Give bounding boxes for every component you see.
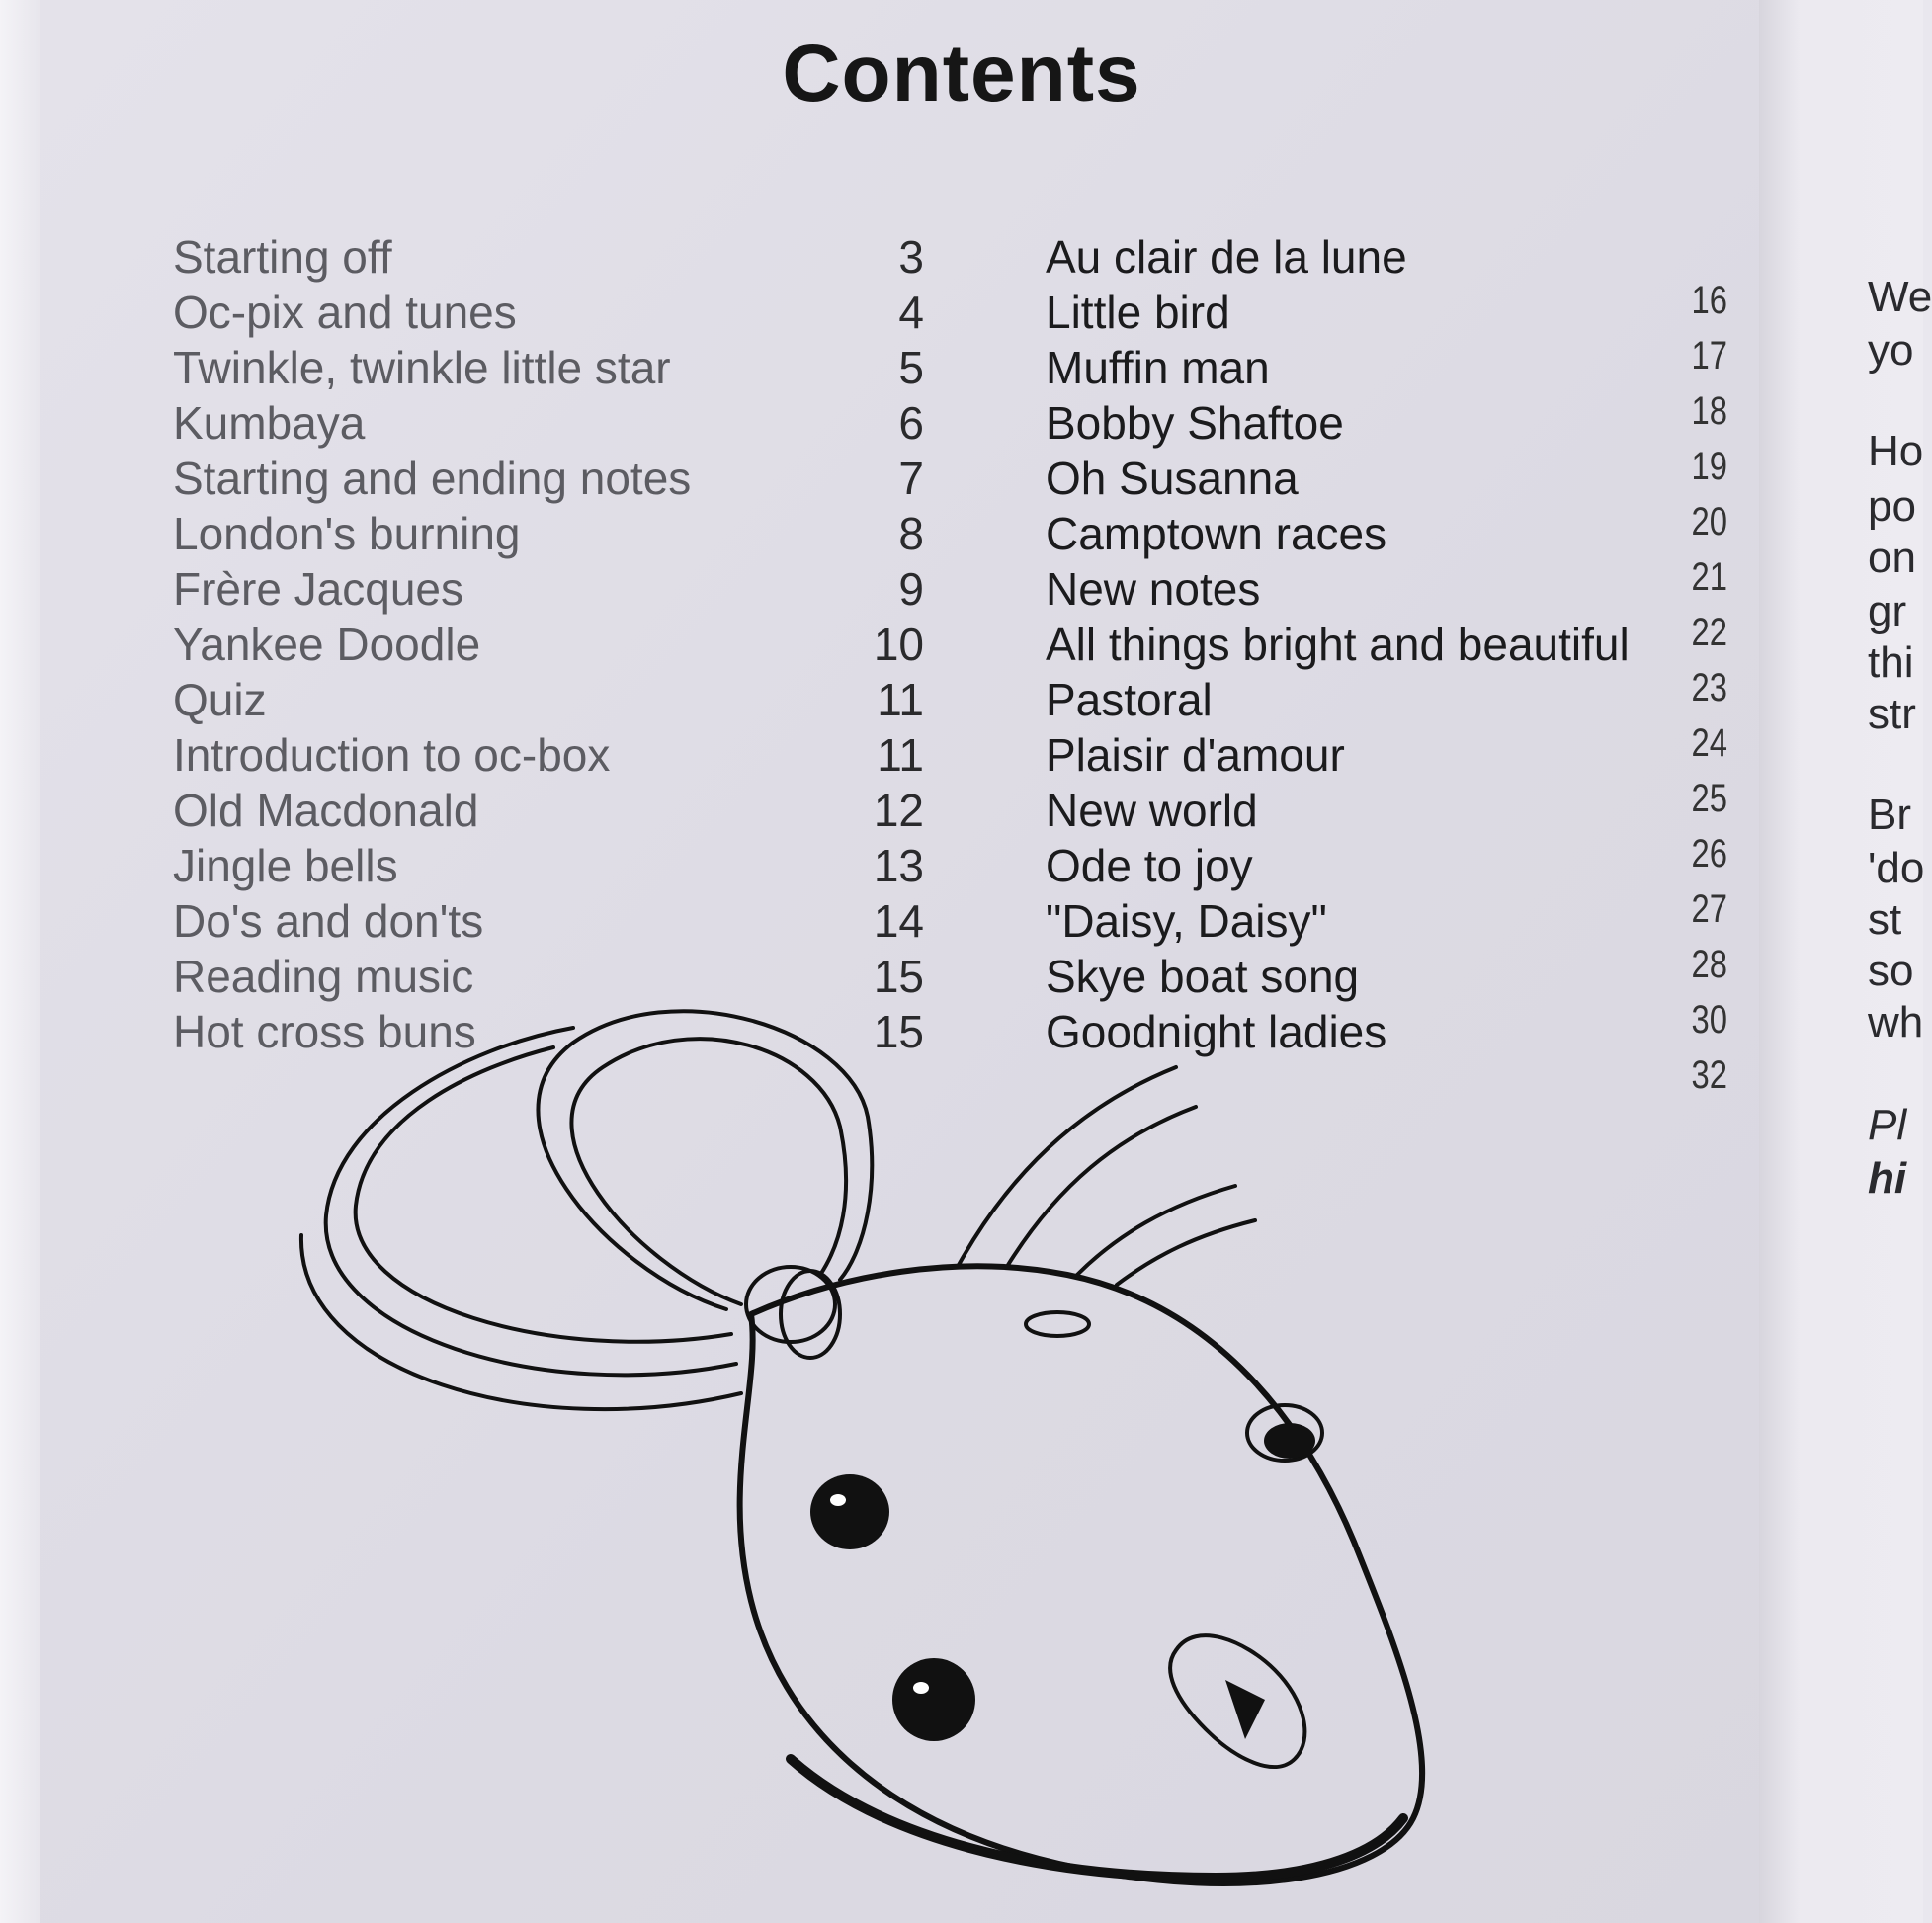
toc-entry-page: 22 xyxy=(1691,611,1727,654)
top-hole xyxy=(1026,1312,1089,1336)
toc-entry-page: 12 xyxy=(873,785,924,836)
adjacent-page-text: Br xyxy=(1868,791,1911,839)
toc-entry-title: Goodnight ladies xyxy=(1046,1006,1387,1057)
right-hole-fill xyxy=(1264,1423,1315,1459)
toc-entry[interactable] xyxy=(173,893,924,949)
cord-tail-2 xyxy=(326,1028,736,1375)
toc-entry[interactable] xyxy=(173,506,924,561)
toc-entry-title: Old Macdonald xyxy=(173,785,479,836)
adjacent-page-text: 'do xyxy=(1868,844,1925,892)
adjacent-page-text: Ho xyxy=(1868,427,1924,475)
strap-line-1 xyxy=(959,1067,1176,1265)
toc-entry-page: 5 xyxy=(898,342,924,393)
left-hole-glint xyxy=(830,1494,846,1506)
strap-line-2 xyxy=(1008,1107,1196,1265)
toc-entry-title: Quiz xyxy=(173,674,267,725)
adjacent-page-text: We xyxy=(1868,273,1932,321)
toc-entry-title: "Daisy, Daisy" xyxy=(1046,895,1327,947)
strap-line-4 xyxy=(1117,1220,1255,1285)
page-title: Contents xyxy=(782,29,1141,119)
adjacent-page-text: hi xyxy=(1868,1154,1907,1203)
adjacent-page-text: st xyxy=(1868,895,1902,944)
toc-entry-title: Skye boat song xyxy=(1046,951,1360,1002)
toc-entry[interactable] xyxy=(173,838,924,893)
toc-entry-page: 9 xyxy=(898,563,924,615)
toc-right-column xyxy=(1046,229,1727,1097)
cord-loop-inner xyxy=(538,1011,872,1309)
ocarina-rim xyxy=(791,1759,1403,1878)
toc-entry[interactable] xyxy=(173,561,924,617)
toc-entry-title: Au clair de la lune xyxy=(1046,231,1407,283)
toc-entry-title: Twinkle, twinkle little star xyxy=(173,342,671,393)
toc-entry-page: 26 xyxy=(1691,832,1727,876)
toc-entry-title: Frère Jacques xyxy=(173,563,464,615)
toc-entry-title: Bobby Shaftoe xyxy=(1046,397,1344,449)
toc-entry-page: 7 xyxy=(898,453,924,504)
toc-entry-title: Muffin man xyxy=(1046,342,1270,393)
toc-entry-title: Starting and ending notes xyxy=(173,453,692,504)
toc-entry-title: Reading music xyxy=(173,951,474,1002)
adjacent-page-edge xyxy=(1759,0,1932,1923)
adjacent-page-text: gr xyxy=(1868,587,1907,635)
toc-entry-page: 17 xyxy=(1691,334,1727,377)
toc-entry[interactable] xyxy=(173,451,924,506)
toc-entry-title: Starting off xyxy=(173,231,392,283)
toc-entry-title: London's burning xyxy=(173,508,521,559)
strap-line-3 xyxy=(1077,1186,1235,1275)
toc-entry-page: 11 xyxy=(877,729,924,781)
adjacent-page-text: thi xyxy=(1868,638,1914,687)
adjacent-page-text: on xyxy=(1868,534,1916,582)
toc-entry-page: 13 xyxy=(873,840,924,891)
toc-entry-page: 8 xyxy=(898,508,924,559)
toc-entry[interactable] xyxy=(173,617,924,672)
cord-tail-3 xyxy=(301,1235,741,1409)
toc-entry[interactable] xyxy=(173,340,924,395)
toc-entry-title: Camptown races xyxy=(1046,508,1387,559)
toc-entry[interactable] xyxy=(173,949,924,1004)
toc-entry-title: New notes xyxy=(1046,563,1261,615)
bottom-hole xyxy=(892,1658,975,1741)
toc-entry-page: 21 xyxy=(1691,555,1727,599)
toc-entry-page: 23 xyxy=(1691,666,1727,710)
mouthpiece-shade xyxy=(1225,1680,1265,1739)
cord-knot xyxy=(746,1267,835,1342)
toc-entry-page: 3 xyxy=(898,231,924,283)
toc-entry-page: 15 xyxy=(873,1006,924,1057)
toc-entry-page: 32 xyxy=(1691,1053,1727,1097)
toc-entry-page: 4 xyxy=(898,287,924,338)
toc-entry[interactable] xyxy=(173,727,924,783)
adjacent-page-text: str xyxy=(1868,690,1916,738)
toc-entry[interactable] xyxy=(173,229,924,285)
toc-entry[interactable] xyxy=(173,672,924,727)
toc-entry-page: 27 xyxy=(1691,887,1727,931)
toc-entry[interactable] xyxy=(173,395,924,451)
toc-entry-page: 24 xyxy=(1691,721,1727,765)
adjacent-page-text: po xyxy=(1868,482,1916,531)
toc-entry-page: 18 xyxy=(1691,389,1727,433)
toc-entry-page: 16 xyxy=(1691,279,1727,322)
toc-entry-page: 11 xyxy=(877,674,924,725)
toc-entry-title: Kumbaya xyxy=(173,397,366,449)
toc-entry-page: 20 xyxy=(1691,500,1727,543)
toc-entry[interactable] xyxy=(173,285,924,340)
toc-entry-title: Oh Susanna xyxy=(1046,453,1299,504)
toc-entry-page: 14 xyxy=(873,895,924,947)
toc-entry-page: 28 xyxy=(1691,943,1727,986)
toc-entry-title: All things bright and beautiful xyxy=(1046,619,1630,670)
toc-entry-page: 19 xyxy=(1691,445,1727,488)
bottom-hole-glint xyxy=(913,1682,929,1694)
adjacent-page-text: wh xyxy=(1868,998,1924,1046)
adjacent-page-text: so xyxy=(1868,947,1914,995)
toc-entry-title: New world xyxy=(1046,785,1258,836)
toc-entry-page: 25 xyxy=(1691,777,1727,820)
toc-entry-title: Oc-pix and tunes xyxy=(173,287,517,338)
left-hole xyxy=(810,1474,889,1549)
toc-entry-title: Little bird xyxy=(1046,287,1230,338)
toc-entry-title: Yankee Doodle xyxy=(173,619,481,670)
toc-entry-title: Do's and don'ts xyxy=(173,895,484,947)
adjacent-page-text: Pl xyxy=(1868,1101,1907,1149)
toc-entry-title: Ode to joy xyxy=(1046,840,1253,891)
toc-entry-page: 6 xyxy=(898,397,924,449)
toc-entry-title: Jingle bells xyxy=(173,840,398,891)
ocarina-illustration xyxy=(326,1008,1443,1897)
adjacent-page-text: yo xyxy=(1868,326,1914,375)
toc-entry-title: Introduction to oc-box xyxy=(173,729,611,781)
toc-entry-page: 15 xyxy=(873,951,924,1002)
toc-entry-title: Pastoral xyxy=(1046,674,1213,725)
toc-entry-page: 10 xyxy=(873,619,924,670)
toc-entry-page: 30 xyxy=(1691,998,1727,1042)
toc-entry-title: Hot cross buns xyxy=(173,1006,476,1057)
toc-entry[interactable] xyxy=(173,783,924,838)
toc-entry-title: Plaisir d'amour xyxy=(1046,729,1345,781)
cord-loop-outer xyxy=(571,1039,846,1304)
toc-left-column xyxy=(173,229,924,1059)
